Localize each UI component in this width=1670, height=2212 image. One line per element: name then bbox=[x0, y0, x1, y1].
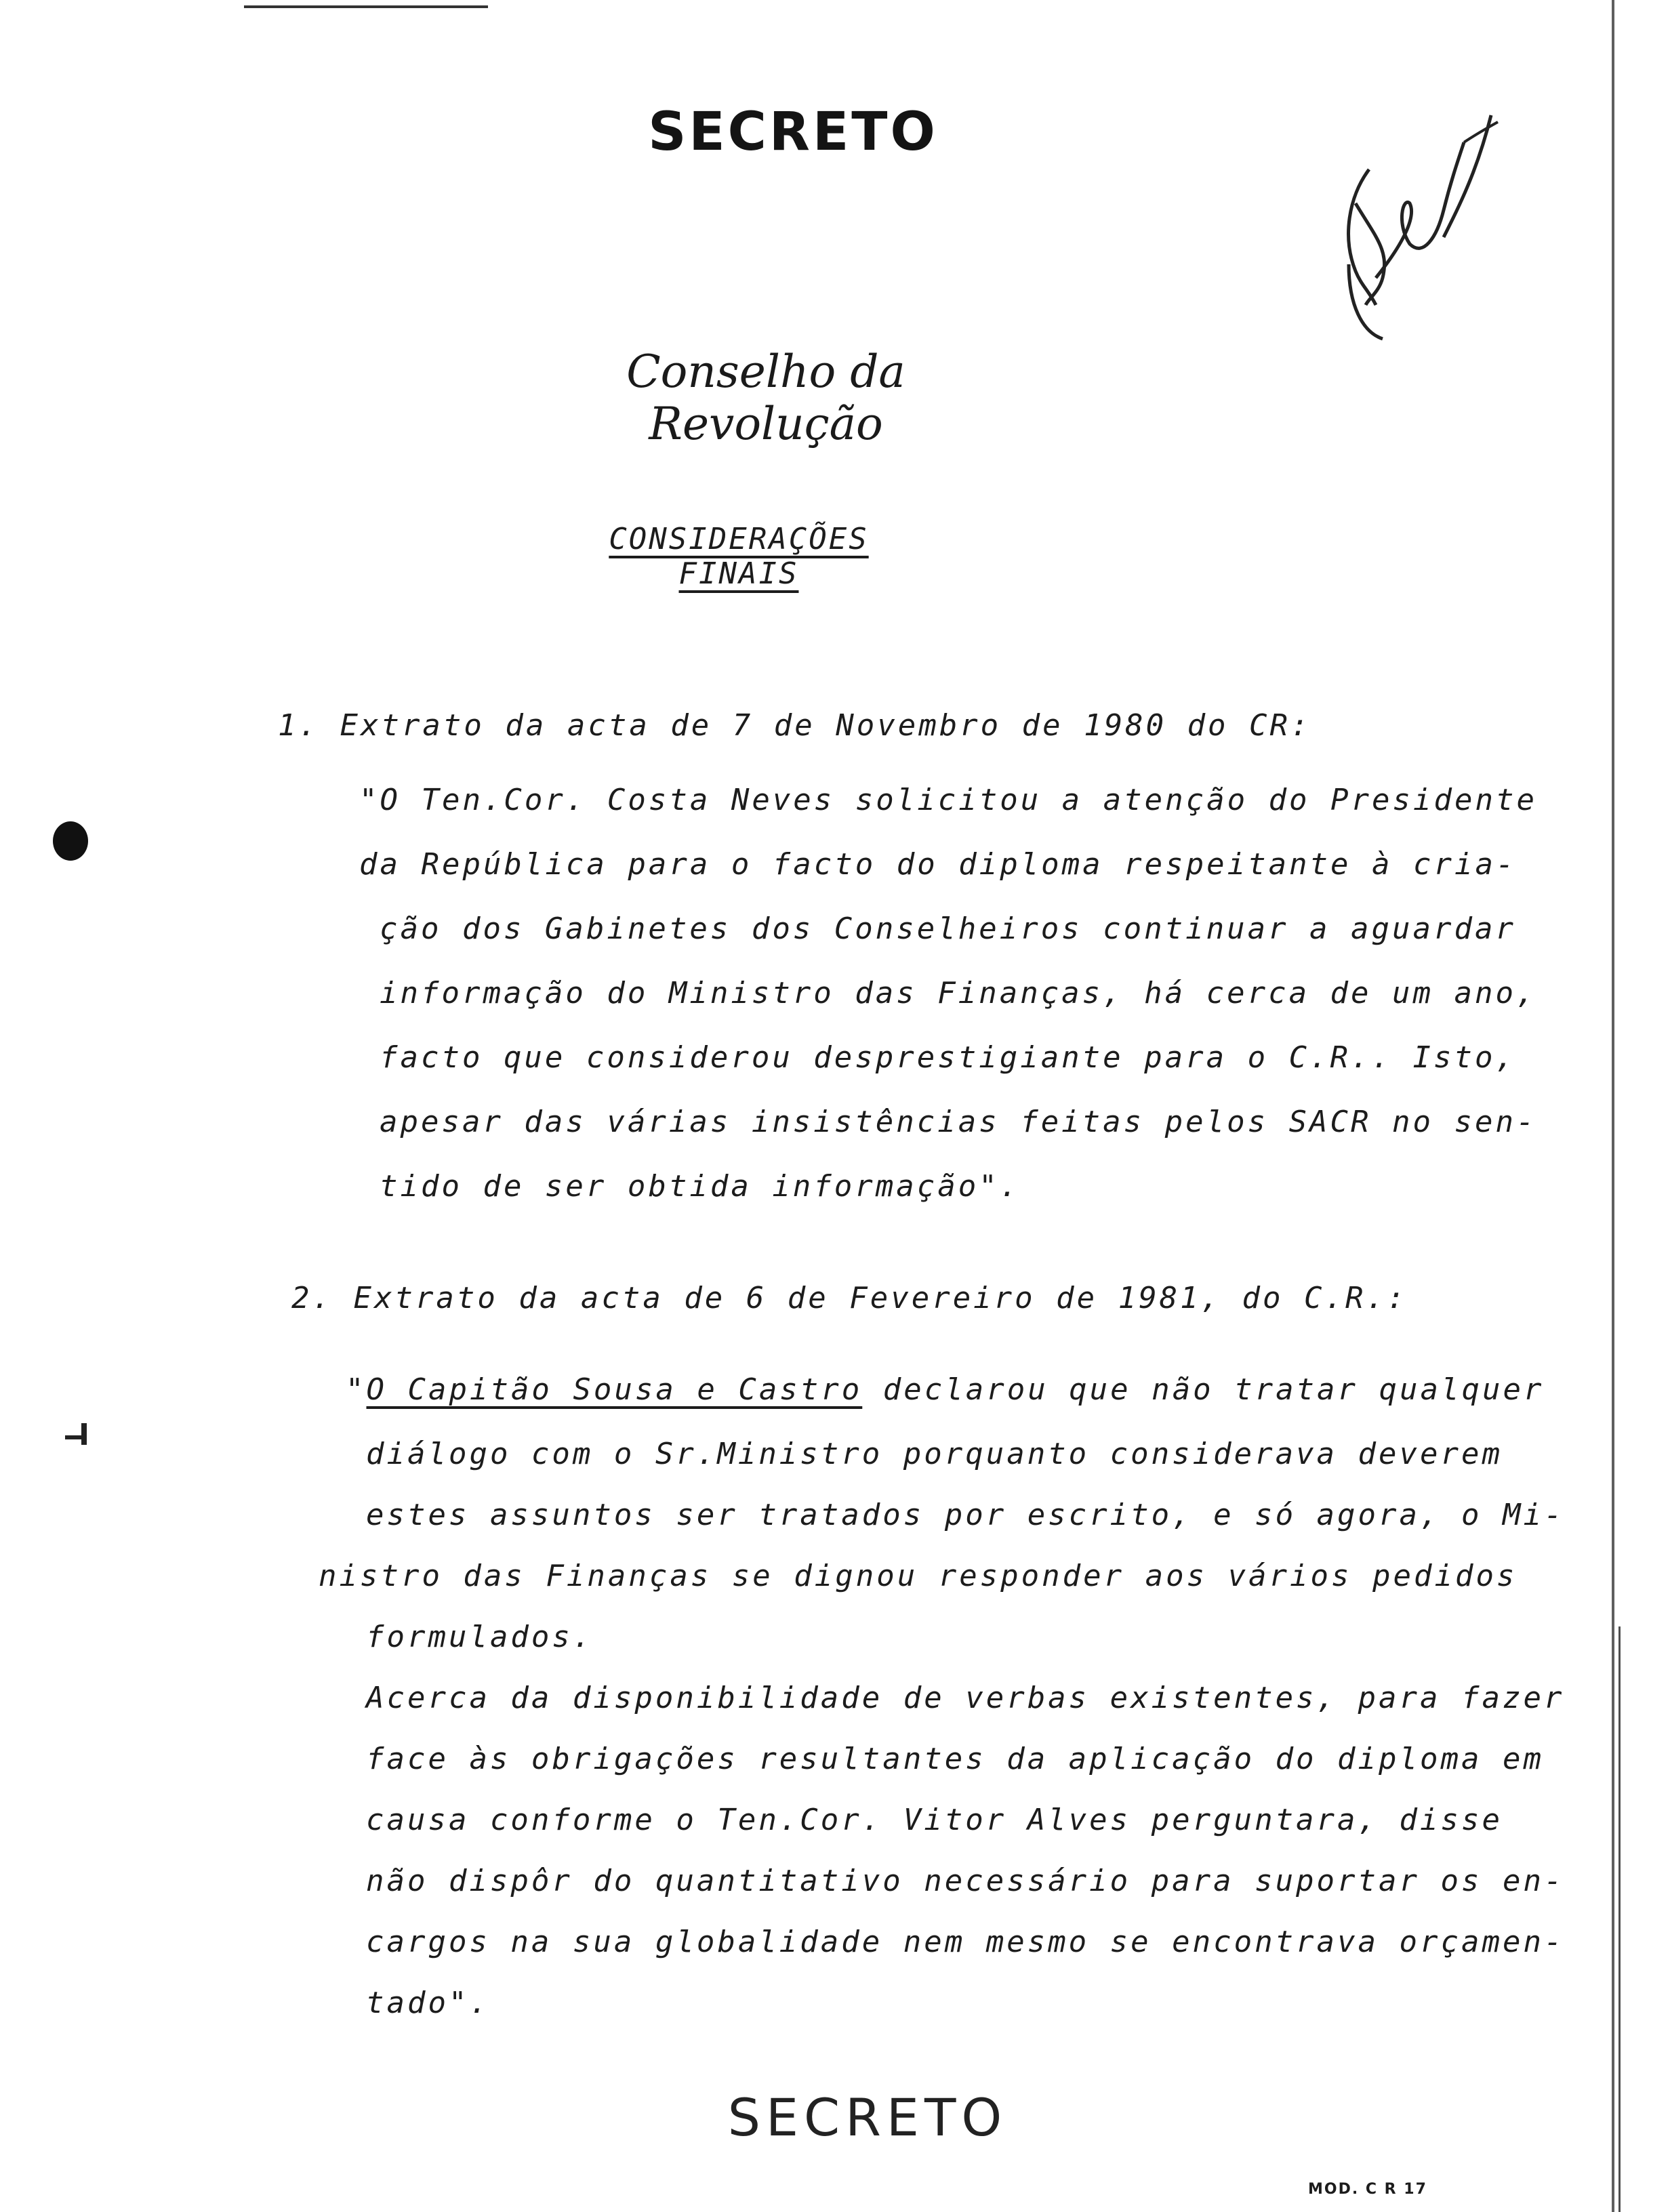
item2-line: causa conforme o Ten.Cor. Vitor Alves perguntara, disse bbox=[366, 1803, 1503, 1837]
item1-line: apesar das várias insistências feitas pelos SACR no sen- bbox=[380, 1105, 1537, 1139]
item2-line: Acerca da disponibilidade de verbas existentes, para fazer bbox=[366, 1681, 1565, 1715]
item2-line: estes assuntos ser tratados por escrito, e só agora, o Mi- bbox=[366, 1498, 1565, 1532]
item1-line: informação do Ministro das Finanças, há cerca de um ano, bbox=[380, 976, 1537, 1010]
item2-heading: 2. Extrato da acta de 6 de Fevereiro de 1981, do C.R.: bbox=[291, 1281, 1408, 1315]
item2-line: não dispôr do quantitativo necessário para suportar os en- bbox=[366, 1864, 1565, 1898]
scan-artifact-right-edge-lower bbox=[1618, 1626, 1621, 2212]
item2-line: formulados. bbox=[366, 1620, 594, 1654]
item1-line: facto que considerou desprestigiante para o C.R.. Isto, bbox=[380, 1040, 1516, 1075]
item2-line: nistro das Finanças se dignou responder aos vários pedidos bbox=[319, 1559, 1518, 1593]
item1-heading: 1. Extrato da acta de 7 de Novembro de 1980 do CR: bbox=[278, 708, 1311, 743]
section-title: CONSIDERAÇÕES FINAIS bbox=[609, 522, 869, 591]
item1-line: da República para o facto do diploma respeitante à cria- bbox=[359, 847, 1517, 882]
secret-stamp-top: SECRETO bbox=[648, 102, 938, 163]
item2-line: diálogo com o Sr.Ministro porquanto considerava deverem bbox=[366, 1437, 1503, 1471]
item2-line: tado". bbox=[366, 1986, 490, 2020]
item2-line: cargos na sua globalidade nem mesmo se encontrava orçamen- bbox=[366, 1925, 1565, 1959]
secret-stamp-bottom: SECRETO bbox=[727, 2087, 1008, 2148]
council-letterhead: Conselho da Revolução bbox=[626, 346, 905, 450]
item2-speaker-name: O Capitão Sousa e Castro bbox=[366, 1372, 863, 1407]
item1-line: "O Ten.Cor. Costa Neves solicitou a atenção do Presidente bbox=[359, 783, 1537, 817]
item2-line-first bbox=[346, 1372, 1544, 1407]
handwritten-signature bbox=[1328, 102, 1505, 346]
item1-line: tido de ser obtida informação". bbox=[380, 1169, 1021, 1204]
item2-line: face às obrigações resultantes da aplicação do diploma em bbox=[366, 1742, 1544, 1776]
punch-hole-mark bbox=[53, 821, 88, 861]
item2-line-first-rest: declarou que não tratar qualquer bbox=[862, 1372, 1545, 1407]
scan-artifact-top-line bbox=[244, 5, 488, 8]
item1-line: ção dos Gabinetes dos Conselheiros continuar a aguardar bbox=[380, 912, 1516, 946]
form-code: MOD. C R 17 bbox=[1308, 2181, 1427, 2198]
item2-opening-quote: " bbox=[346, 1372, 367, 1407]
scan-mark bbox=[81, 1423, 87, 1445]
scan-artifact-right-edge bbox=[1612, 0, 1614, 2212]
